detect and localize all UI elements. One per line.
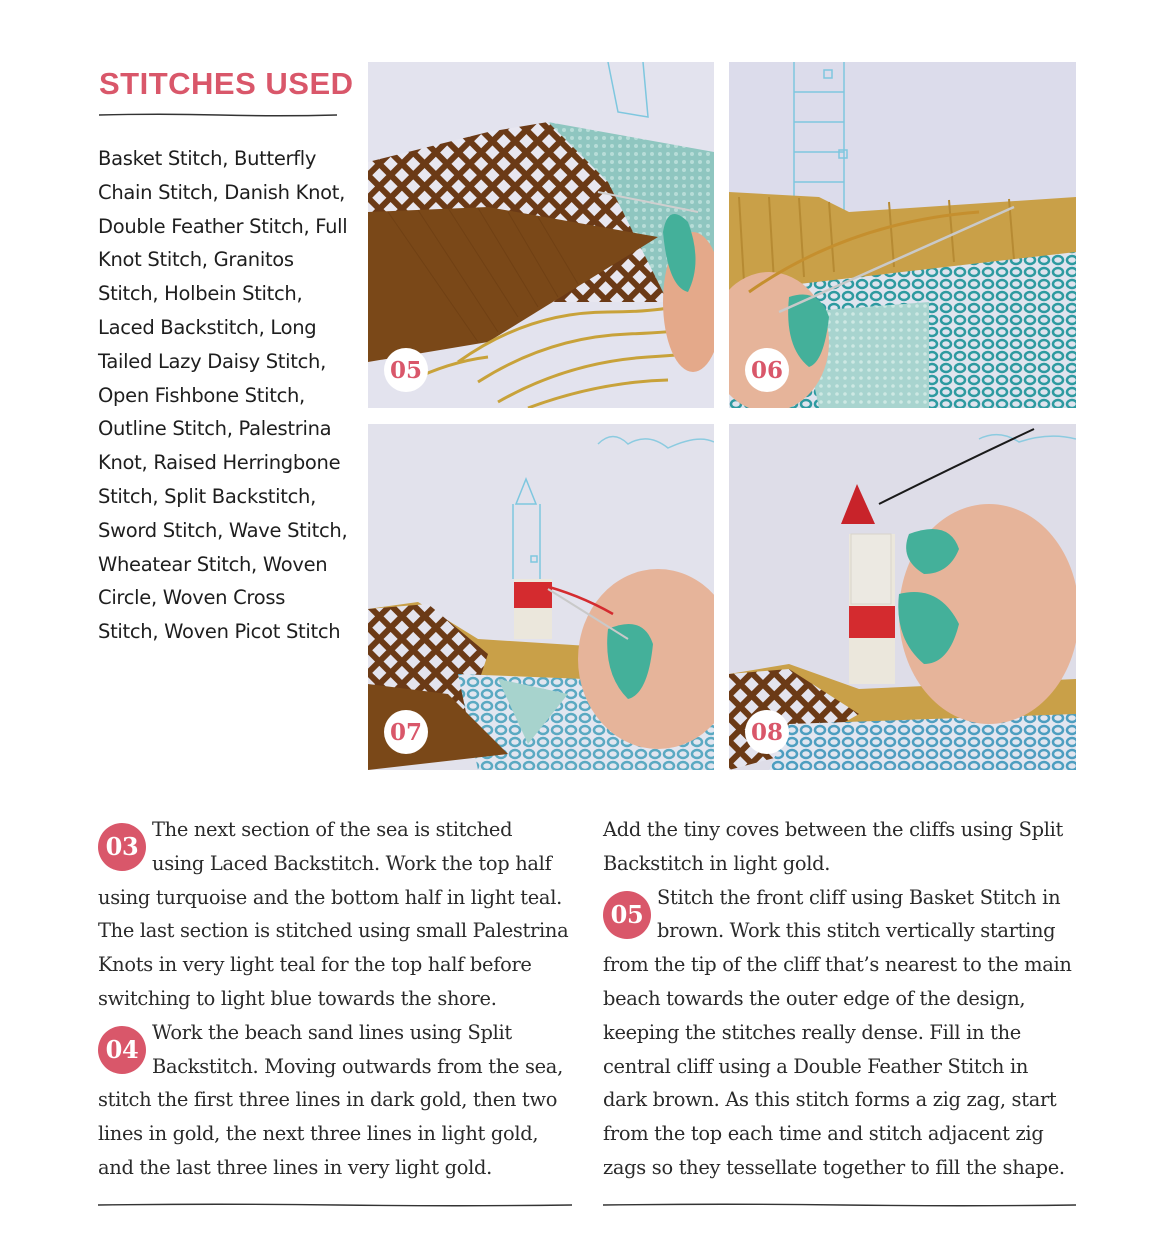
photo-label: 07 xyxy=(384,710,428,754)
photo-step-08 xyxy=(729,424,1076,770)
step-04-continued: Add the tiny coves between the cliffs using Split Backstitch in light gold. xyxy=(603,818,1064,875)
bottom-rule-left xyxy=(98,1202,572,1208)
step-text: Stitch the front cliff using Basket Stitch in brown. Work this stitch vertically starting from the tip of the cliff that’s nearest to the main beach towards the outer edge of the design, keeping the stitches really dense. Fill in the central cliff using a Double Feather Stitch in dark brown. As this stitch forms a zig zag, start from the top each time and stitch adjacent zig zags so they tessellate together to fill the shape. xyxy=(603,885,1072,1179)
heading-underline xyxy=(99,112,337,118)
stitches-list: Basket Stitch, Butterfly Chain Stitch, Danish Knot, Double Feather Stitch, Full Knot Stitch, Granitos Stitch, Holbein Stitch, Laced Backstitch, Long Tailed Lazy Daisy Stitch, Open Fishbone Stitch, Outline Stitch, Palestrina Knot, Raised Herringbone Stitch, Split Backstitch, Sword Stitch, Wave Stitch, Wheatear Stitch, Woven Circle, Woven Cross Stitch, Woven Picot Stitch xyxy=(98,147,348,644)
step-text: The next section of the sea is stitched using Laced Backstitch. Work the top half using turquoise and the bottom half in light teal. The last section is stitched using small Palestrina Knots in very light teal for the top half before switching to light blue towards the shore. xyxy=(98,818,569,1010)
step-number-badge: 05 xyxy=(603,891,651,939)
photo-label: 08 xyxy=(745,710,789,754)
photo-step-07 xyxy=(368,424,714,770)
text-column-right xyxy=(603,813,1075,1185)
step-03 xyxy=(98,813,570,1016)
step-text: Work the beach sand lines using Split Backstitch. Moving outwards from the sea, stitch the first three lines in dark gold, then two lines in gold, the next three lines in light gold, and the last three lines in very light gold. xyxy=(98,1020,563,1179)
photo-label: 06 xyxy=(745,348,789,392)
step-number-badge: 04 xyxy=(98,1026,146,1074)
bottom-rule-right xyxy=(603,1202,1076,1208)
step-04 xyxy=(98,1016,570,1185)
step-number-badge: 03 xyxy=(98,823,146,871)
section-heading: STITCHES USED xyxy=(99,66,354,101)
step-05 xyxy=(603,881,1075,1185)
photo-step-06 xyxy=(729,62,1076,408)
photo-step-05 xyxy=(368,62,714,408)
photo-label: 05 xyxy=(384,348,428,392)
text-column-left xyxy=(98,813,570,1185)
